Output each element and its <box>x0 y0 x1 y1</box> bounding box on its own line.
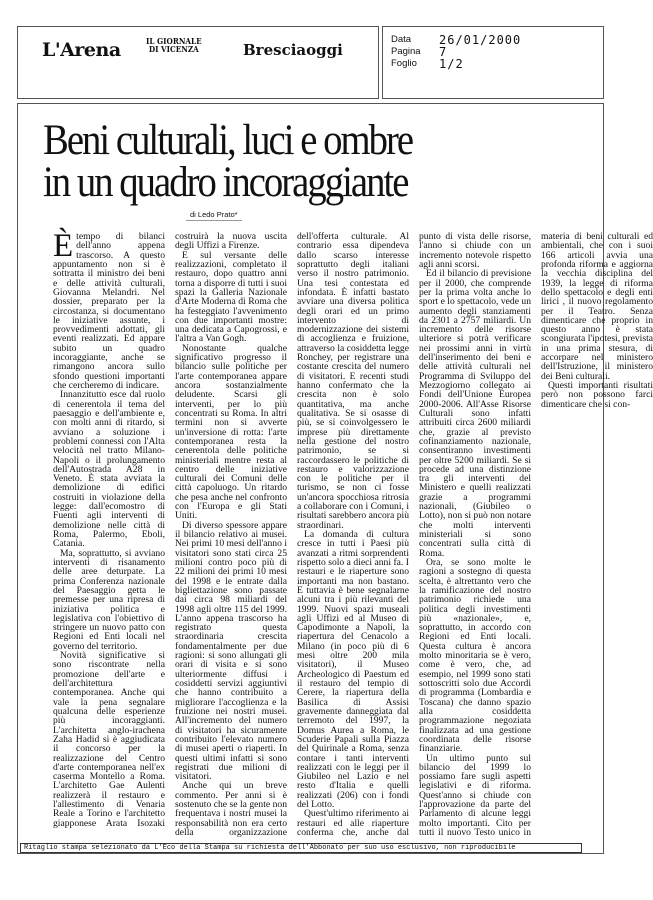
drop-cap: È <box>53 228 74 264</box>
clipping-metadata-box <box>382 26 604 99</box>
foglio-value: 1/2 <box>439 57 464 71</box>
logo-larena: L'Arena <box>42 39 121 61</box>
foglio-label: Foglio <box>391 58 417 69</box>
article-paragraph: Novità significative si sono riscontrate nella promozione dell'arte e dell'architettura contemporanea. Anche qui vale la pena segnalare qualcuna delle esperienze più incoraggianti. L'architetta anglo-irachena Zaha Hadid si è aggiudicata il concorso per la realizzazione del Centro d'arte contemporanea nell'ex caserma Montello a Roma. L'architetto Gae Aulenti realizzerà il restauro e l'allestimento di Venaria Reale a Torino e l'architetto giapponese Arata Isozaki costruirà la nuova uscita degli Uffizi a Firenze. <box>53 231 287 829</box>
article-paragraph <box>53 228 165 391</box>
article-body <box>53 228 653 842</box>
article-paragraph: La domanda di cultura cresce in tutti i Paesi più avanzati a ritmi sorprendenti rispetto solo a dieci anni fa. I restauri e le riaperture sono importanti ma non bastano. E tuttavia è bene segnalarne alcuni tra i più rilevanti del 1999. Nuovi spazi museali agli Uffizi ed al Museo di Capodimonte a Napoli, la riapertura del Cenacolo a Milano (in poco più di 6 mesi oltre 200 mila visitatori), il Museo Archeologico di Paestum ed il restauro del tempio di Cerere, la riapertura della Basilica di Assisi gravemente danneggiata dal terremoto del 1997, la Domus Aurea a Roma, le Scuderie Papali sulla Piazza del Quirinale a Roma, senza contare i tanti interventi realizzati con le leggi per il Giubileo nel Lazio e nel resto d'Italia e quelli realizzati (206) con i fondi del Lotto. <box>297 529 409 811</box>
logo-gdv-line1: IL GIORNALE <box>146 37 202 47</box>
meta-row-data <box>391 34 521 46</box>
logo-giornale-di-vicenza <box>146 38 202 54</box>
data-value: 26/01/2000 <box>439 33 522 47</box>
article-paragraph: Anche qui un breve commento. Per anni si è sostenuto che se la gente non frequentava i nostri musei la responsabilità non era certo della organizzazione dell'offerta culturale. Al contrario essa dipendeva dallo scarso interesse soprattutto degli italiani verso il nostro patrimonio. Una tesi contestata ed infondata. È infatti bastato avviare una diversa politica degli orari ed un primo intervento di modernizzazione dei sistemi di accoglienza e fruizione, attraverso la cosiddetta legge Ronchey, per registrare una costante crescita del numero di visitatori. E recenti studi hanno confermato che la crescita non è solo quantitativa, ma anche qualitativa. Se si osasse di più, se si coinvolgessero le imprese più direttamente nella gestione del nostro patrimonio, se si raccordassero le politiche di restauro e valorizzazione con le politiche per il turismo, se non ci fosse un'ancora spocchiosa ritrosia a collaborare con i Comuni, i risultati sarebbero ancora più straordinari. <box>175 231 409 838</box>
article-paragraph: Di diverso spessore appare il bilancio relativo ai musei. Nei primi 10 mesi dell'anno i visitatori sono stati circa 25 milioni contro poco più di 22 milioni dei primi 10 mesi del 1998 e le entrate dalla bigliettazione sono passate dai circa 98 miliardi del 1998 agli oltre 115 del 1999. L'anno appena trascorso ha registrato questa straordinaria crescita fondamentalmente per due ragioni: si sono allungati gli orari di visita e si sono ulteriormente diffusi i cosiddetti servizi aggiuntivi che hanno contribuito a migliorare l'accoglienza e la fruizione nei nostri musei. All'incremento del numero di visitatori ha sicuramente contribuito l'elevato numero di musei aperti o riaperti. In questi ultimi infatti si sono registrati due milioni di visitatori. <box>175 519 287 783</box>
article-paragraph: Ed il bilancio di previsione per il 2000, che comprende per la prima volta anche lo sport e lo spettacolo, vede un aumento degli stanziamenti da 2301 a 2757 miliardi. Un incremento delle risorse ulteriore si potrà verificare nei prossimi anni in virtù dell'inserimento dei beni e delle attività culturali nel Programma di Sviluppo del Mezzogiorno collegato ai Fondi dell'Unione Europea 2000-2006. All'Asse Risorse Culturali sono infatti attribuiti circa 2600 miliardi che, grazie al previsto cofinanziamento nazionale, consentiranno investimenti per oltre 5200 miliardi. Se si procede ad una distinzione tra gli interventi del Ministero e quelli realizzati grazie a programmi nazionali, (Giubileo o Lotto), non si può non notare che molti interventi ministeriali si sono concentrati sulla città di Roma. <box>419 268 531 559</box>
logo-gdv-line2: DI VICENZA <box>148 45 199 55</box>
clipping-metadata <box>391 34 521 70</box>
byline: di Ledo Prato* <box>186 210 242 221</box>
article-paragraph: Nonostante qualche significativo progresso il bilancio sulle politiche per l'arte contemporanea appare ancora sostanzialmente deludente. Scarsi gli interventi, per lo più concentrati su Roma. In altri termini non si avverte un'inversione di rotta: l'arte contemporanea resta la cenerentola delle politiche ministeriali mentre resta al centro delle iniziative culturali dei Comuni delle città capoluogo. Un ritardo che pesa anche nel confronto con l'Europa e gli Stati Uniti. <box>175 342 287 522</box>
article-paragraph: Ma, soprattutto, si avviano interventi di risanamento delle aree deturpate. La prima Conferenza nazionale del Paesaggio getta le premesse per una ripresa di iniziativa politica e legislativa con l'obiettivo di stringere un nuovo patto con Regioni ed Enti locali nel governo del territorio. <box>53 547 165 652</box>
data-label: Data <box>391 34 412 45</box>
paragraph-text: tempo di bilanci dell'anno appena trascorso. A questo appuntamento non si è sottratta il ministro dei beni e delle attività culturali, Giovanna Melandri. Nel dossier, preparato per la circostanza, si documentano le iniziative assunte, i provvedimenti adottati, gli eventi realizzati. Ed appare subito un quadro incoraggiante, anche se rimangono ancora sullo sfondo questioni importanti che cercheremo di indicare. <box>53 231 165 391</box>
title-line-1: Beni culturali, luci e ombre <box>43 117 413 164</box>
article-paragraph: Ora, se sono molte le ragioni a sostegno di questa scelta, è altrettanto vero che la ramificazione del nostro patrimonio richiede una politica degli investimenti più «nazionale», e, soprattutto, in accordo con Regioni ed Enti locali. Questa cultura è ancora molto minoritaria se è vero, come è vero, che, ad esempio, nel 1999 sono stati sottoscritti solo due Accordi di programma (Lombardia e Toscana) che danno spazio alla cosiddetta programmazione negoziata finalizzata ad una gestione coordinata delle risorse finanziarie. <box>419 556 531 755</box>
logo-bresciaoggi: Bresciaoggi <box>243 41 343 59</box>
meta-row-foglio <box>391 58 521 70</box>
article-paragraph: Un ultimo punto sul bilancio del 1999 lo possiamo fare sugli aspetti legislativi e di riforma. Quest'anno si chiude con l'approvazione da parte del Parlamento di alcune leggi molto importanti. Cito per tutti il nuovo Testo unico in materia di beni culturali ed ambientali, che con i suoi 166 articoli avvia una profonda riforma e aggiorna la vecchia disciplina del 1939, la legge di riforma dello spettacolo e degli enti lirici , il nuovo regolamento per il Teatro. Senza dimenticare che proprio in questo anno è stata scongiurata l'ipotesi, prevista in una prima stesura, di accorpare nel ministero dell'Istruzione, il ministero dei Beni culturali. <box>419 231 653 838</box>
article-paragraph: E sul versante delle realizzazioni, completato il restauro, dopo quattro anni torna a disporre di tutti i suoi spazi la Galleria Nazionale d'Arte Moderna di Roma che ha festeggiato l'avvenimento con due importanti mostre: una dedicata a Capogrossi, e l'altra a Van Gogh. <box>175 249 287 345</box>
pagina-value: 7 <box>439 45 448 59</box>
pagina-label: Pagina <box>391 46 421 57</box>
title-line-2: in un quadro incoraggiante <box>43 159 408 206</box>
article-paragraph: Quest'ultimo riferimento ai restauri ed alle riaperture conferma che, anche dal punto di vista delle risorse, l'anno si chiude con un incremento notevole rispetto agli anni scorsi. <box>297 231 531 838</box>
clipping-notice: Ritaglio stampa selezionato da L'Eco della Stampa su richiesta dell'Abbonato per suo uso esclusivo, non riproducibile <box>20 843 582 853</box>
article-paragraph: Questi importanti risultati però non possono farci dimenticare che si con- <box>541 380 653 410</box>
article-title <box>43 117 413 206</box>
article-paragraph: Innanzitutto esce dal ruolo di cenerentola il tema del paesaggio e dell'ambiente e, con molti anni di ritardo, si avviano a soluzione i problemi connessi con l'Alta velocità nel tratto Milano-Napoli o il prolungamento dell'Autostrada A28 in Veneto. È stata avviata la demolizione di edifici costruiti in violazione della legge: dall'ecomostro di Fuenti agli interventi di demolizione nelle città di Roma, Palermo, Eboli, Catania. <box>53 389 165 550</box>
newspaper-logos-box <box>17 26 379 99</box>
article-box <box>17 103 653 854</box>
